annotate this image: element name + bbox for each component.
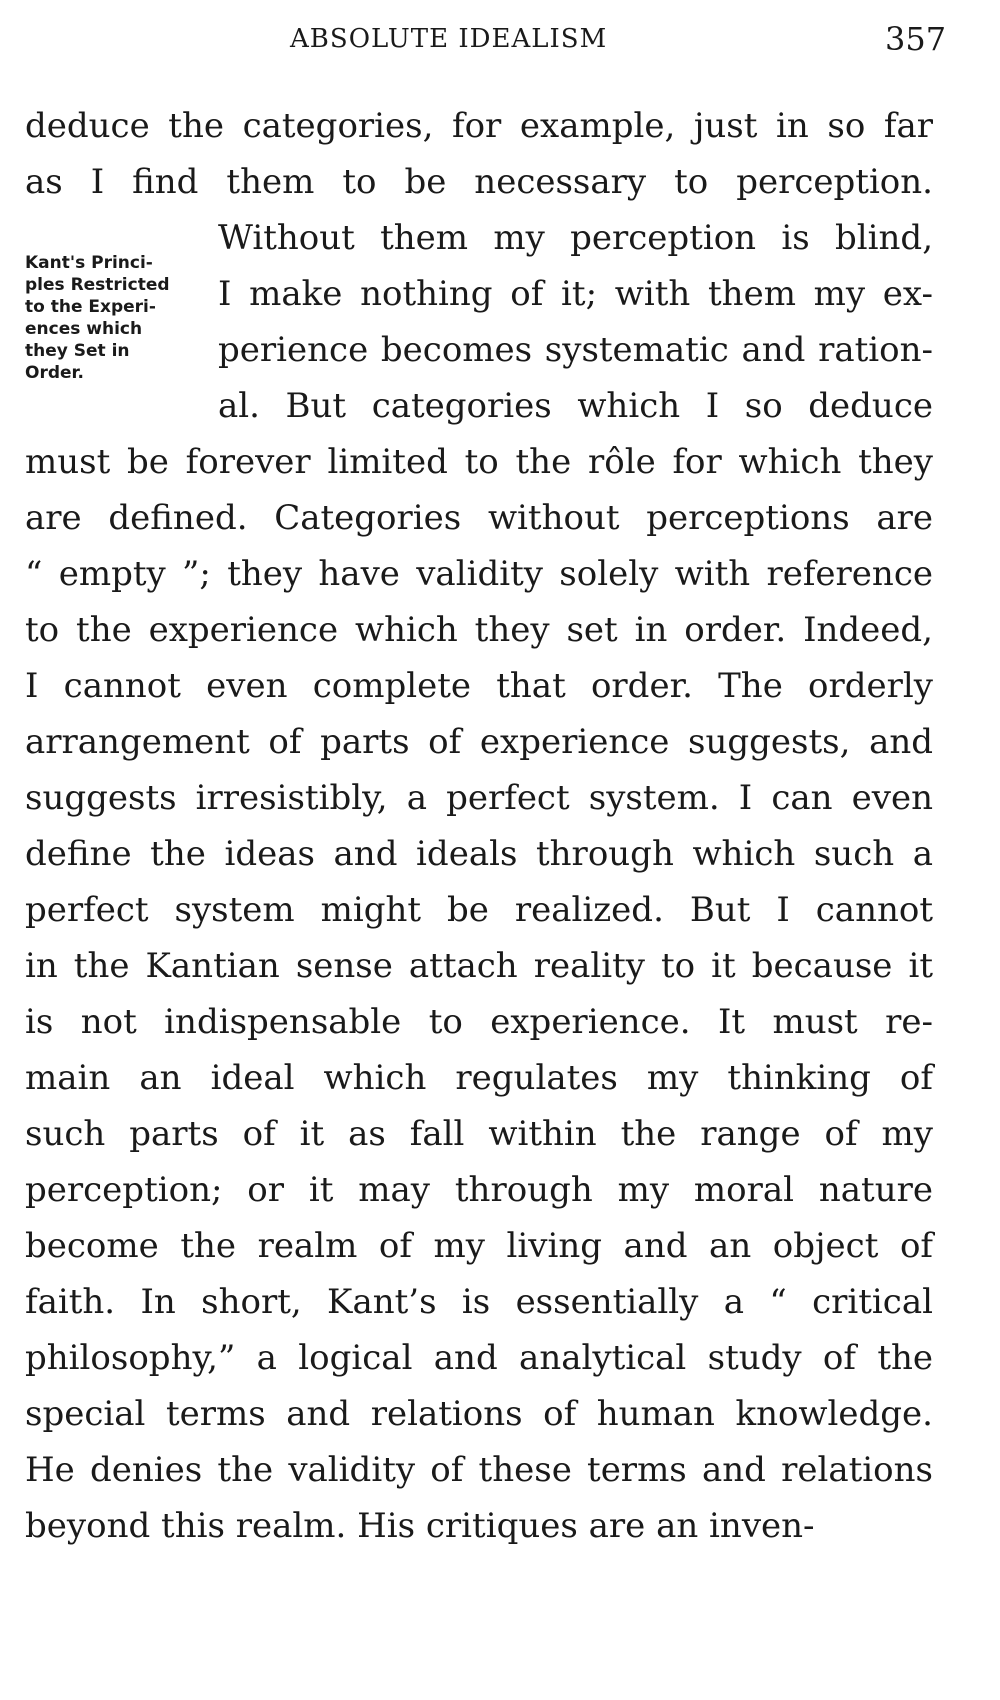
text-line: main an ideal which regulates my thinking of (25, 1058, 933, 1098)
text-line: define the ideas and ideals through which such a (25, 834, 933, 874)
text-line: must be forever limited to the rôle for which they (25, 442, 933, 482)
margin-note-line: ences which (25, 319, 143, 339)
text-line: suggests irresistibly, a perfect system. I can even (25, 778, 933, 818)
margin-note-line: they Set in (25, 341, 130, 361)
text-line: become the realm of my living and an object of (25, 1226, 933, 1266)
text-line: such parts of it as fall within the range of my (25, 1114, 933, 1154)
text-line: I cannot even complete that order. The orderly (25, 666, 933, 706)
text-line: Without them my perception is blind, (218, 218, 933, 258)
text-line: “ empty ”; they have validity solely with reference (25, 554, 933, 594)
margin-note (25, 252, 215, 384)
text-line: philosophy,” a logical and analytical study of the (25, 1338, 933, 1378)
page-number: 357 (885, 20, 947, 58)
text-line: He denies the validity of these terms and relations (25, 1450, 933, 1490)
text-line: perience becomes systematic and ration- (218, 330, 933, 370)
running-title: ABSOLUTE IDEALISM (290, 24, 608, 54)
text-line: al. But categories which I so deduce (218, 386, 933, 426)
text-line: perfect system might be realized. But I cannot (25, 890, 933, 930)
text-line: faith. In short, Kant’s is essentially a “ critical (25, 1282, 933, 1322)
text-line: arrangement of parts of experience suggests, and (25, 722, 933, 762)
margin-note-line: ples Restricted (25, 275, 170, 295)
margin-note-line: to the Experi- (25, 297, 156, 317)
text-line: are defined. Categories without perceptions are (25, 498, 933, 538)
text-line: beyond this realm. His critiques are an inven- (25, 1506, 815, 1546)
text-line: is not indispensable to experience. It must re- (25, 1002, 933, 1042)
text-line: special terms and relations of human knowledge. (25, 1394, 933, 1434)
margin-note-line: Order. (25, 363, 84, 383)
text-line: perception; or it may through my moral nature (25, 1170, 933, 1210)
text-line: as I find them to be necessary to perception. (25, 162, 933, 202)
text-line: to the experience which they set in order. Indeed, (25, 610, 933, 650)
text-line: I make nothing of it; with them my ex- (218, 274, 933, 314)
margin-note-line: Kant's Princi- (25, 253, 153, 273)
text-line: in the Kantian sense attach reality to it because it (25, 946, 933, 986)
text-line: deduce the categories, for example, just in so far (25, 106, 933, 146)
